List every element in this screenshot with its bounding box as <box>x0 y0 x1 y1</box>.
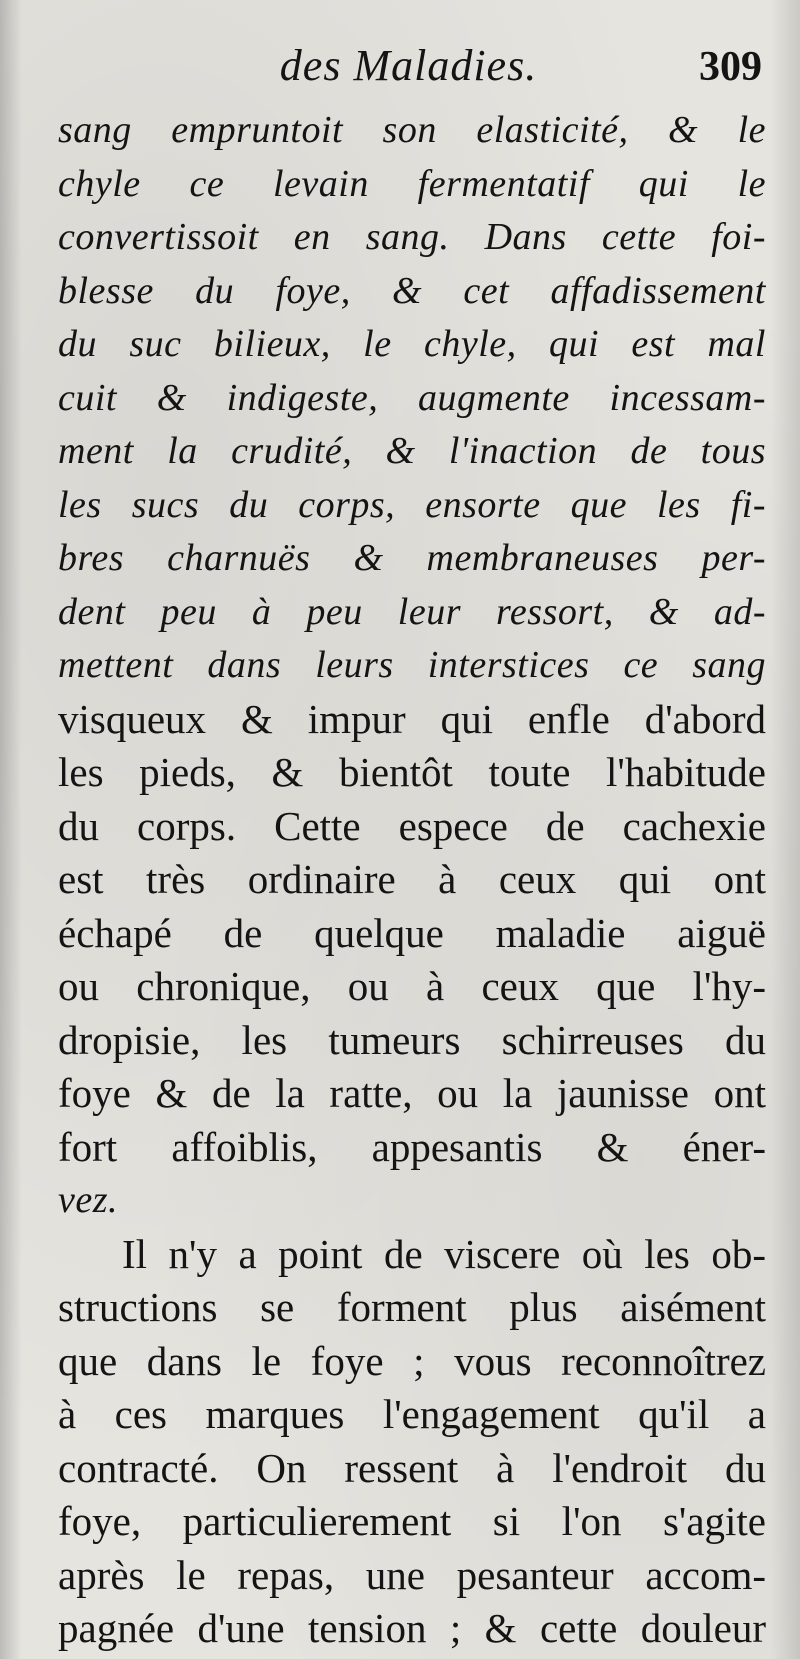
paragraph-2 <box>58 1228 766 1656</box>
text-line: que dans le foye ; vous reconnoîtrez <box>58 1337 766 1384</box>
text-line: fort affoiblis, appesantis & éner- <box>58 1123 766 1170</box>
text-line: foye, particulierement si l'on s'agite <box>58 1498 766 1544</box>
text-line: les pieds, & bientôt toute l'habitude <box>58 749 766 795</box>
paragraph-1 <box>58 104 766 1228</box>
text-line: chyle ce levain fermentatif qui le <box>58 162 766 205</box>
text-line: visqueux & impur qui enfle d'abord <box>58 695 766 742</box>
text-line: bres charnuës & membraneuses per- <box>58 537 766 579</box>
text-line: Il n'y a point de viscere où les ob- <box>122 1230 766 1277</box>
text-line: contracté. On ressent à l'endroit du <box>58 1444 766 1491</box>
running-head <box>58 40 766 102</box>
text-line: du suc bilieux, le chyle, qui est mal <box>58 323 766 365</box>
running-title: des Maladies. <box>279 41 538 90</box>
text-line: mettent dans leurs interstices ce sang <box>58 644 766 686</box>
text-line: foye & de la ratte, ou la jaunisse ont <box>58 1070 766 1116</box>
text-line: ment la crudité, & l'inaction de tous <box>58 430 766 472</box>
text-line: sang empruntoit son elasticité, & le <box>58 109 766 151</box>
text-line: pagnée d'une tension ; & cette douleur <box>58 1605 766 1651</box>
text-line: est très ordinaire à ceux qui ont <box>58 856 766 902</box>
text-line: à ces marques l'engagement qu'il a <box>58 1391 766 1437</box>
text-line: blesse du foye, & cet affadissement <box>58 269 766 312</box>
text-line: dropisie, les tumeurs schirreuses du <box>58 1016 766 1063</box>
text-line: ou chronique, ou à ceux que l'hy- <box>58 963 766 1009</box>
page-number: 309 <box>699 44 762 90</box>
text-line: échapé de quelque maladie aiguë <box>58 909 766 956</box>
text-line: dent peu à peu leur ressort, & ad- <box>58 590 766 633</box>
body-text <box>58 104 766 1656</box>
text-line: cuit & indigeste, augmente incessam- <box>58 376 766 419</box>
text-line: du corps. Cette espece de cachexie <box>58 802 766 849</box>
text-line: vez. <box>58 1179 119 1221</box>
text-line: structions se forment plus aisément <box>58 1284 766 1330</box>
text-line: convertissoit en sang. Dans cette foi- <box>58 216 766 258</box>
text-line: les sucs du corps, ensorte que les fi- <box>58 483 766 526</box>
text-line: après le repas, une pesanteur accom- <box>58 1551 766 1598</box>
